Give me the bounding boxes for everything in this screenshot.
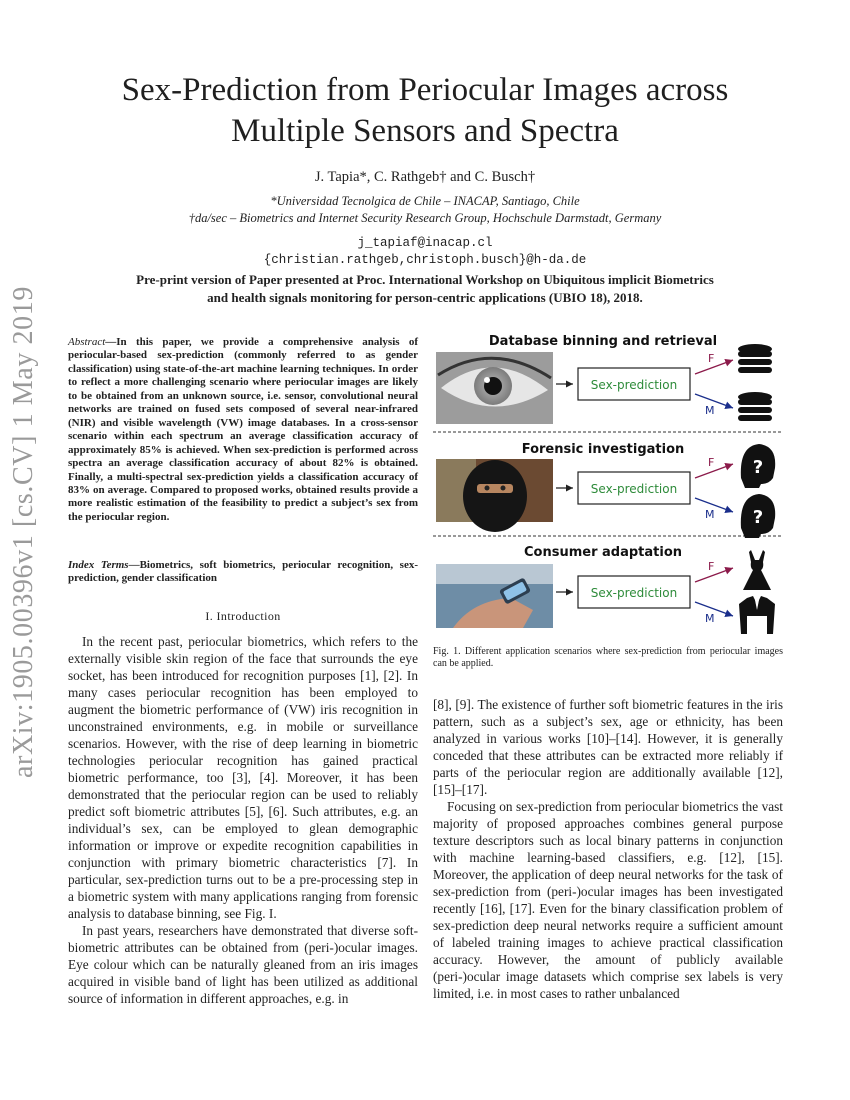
f-label-2: F (708, 456, 715, 469)
abstract-text: —In this paper, we provide a comprehensive analysis of periocular-based sex-prediction (commonly referred to as gender classification) using state-of-the-art machine learning techniques. In order to reflect a more challenging scenario where periocular images are likely to be obtained from an unknown source, i.e. sensor, convolutional neural networks are trained on fused sets composed of several near-infrared (NIR) and visible wavelength (VW) image databases. In a cross-sensor scenario within each spectrum an average classification accuracy of approximately 85% is achieved. When sex-prediction is performed across spectra an average classification accuracy of about 82% is obtained. Finally, a multi-spectral sex-prediction yields a classification accuracy of 83% on average. Compared to proposed works, obtained results provide a more realistic estimation of the feasibility to predict a subject’s sex from the periocular region. (68, 336, 418, 523)
sex-prediction-box-1 (578, 368, 690, 400)
database-icon-male (738, 392, 772, 421)
index-terms-text: —Biometrics, soft biometrics, periocular recognition, sex-prediction, gender classification (68, 559, 418, 585)
right-paragraph-2: Focusing on sex-prediction from periocular biometrics the vast majority of proposed approaches combines general purpose texture descriptors such as local binary patterns in conjunction with machine learning-based classifiers, e.g. [12], [15]. Moreover, the application of deep neural networks for the task of sex-prediction from (peri-)ocular images has been investigated recently [16], [17]. Even for the binary classification problem of sex-prediction deep neural networks require a sufficient amount of labeled training images to achieve practical classification accuracy. However, the amount of publicly available (peri-)ocular image datasets which comprise sex labels is very limited, i.e. in most cases to rather unbalanced (433, 799, 783, 1001)
index-terms-label: Index Terms (68, 559, 129, 571)
suit-icon (739, 596, 775, 634)
email-2: {christian.rathgeb,christoph.busch}@h-da.de (263, 253, 587, 267)
left-column (68, 633, 418, 1007)
box-label-2: Sex-prediction (590, 482, 678, 496)
abstract (68, 336, 418, 524)
affiliation-1: *Universidad Tecnolgica de Chile – INACAP, Santiago, Chile (270, 194, 580, 208)
dress-icon (743, 550, 771, 590)
row1-title: Database binning and retrieval (488, 334, 718, 349)
box-label-1: Sex-prediction (590, 378, 678, 392)
m-label-2: M (705, 508, 715, 521)
row3-title: Consumer adaptation (523, 545, 683, 560)
database-icon-female (738, 344, 772, 373)
affiliation-2: †da/sec – Biometrics and Internet Security Research Group, Hochschule Darmstadt, Germany (188, 211, 662, 225)
preprint-line-1: Pre-print version of Paper presented at Proc. International Workshop on Ubiquitous implicit Biometrics (136, 272, 714, 287)
index-terms (68, 559, 418, 586)
title-line-2: Multiple Sensors and Spectra (231, 113, 619, 149)
arxiv-sidebar-stamp: arXiv:1905.00396v1 [cs.CV] 1 May 2019 (8, 286, 39, 778)
question-mark-1: ? (752, 457, 764, 478)
eye-image (436, 352, 553, 424)
sex-prediction-box-3 (578, 576, 690, 608)
authors: J. Tapia*, C. Rathgeb† and C. Busch† (314, 169, 536, 185)
figure-1 (433, 328, 783, 636)
preprint-line-2: and health signals monitoring for person-centric applications (UBIO 18), 2018. (207, 290, 643, 305)
m-label-1: M (705, 404, 715, 417)
output-arrows (695, 360, 733, 616)
preprint-notice (90, 271, 760, 307)
masked-person-image (436, 459, 553, 532)
head-question-icon-male (741, 494, 775, 538)
question-mark-2: ? (752, 507, 764, 528)
row2-title: Forensic investigation (521, 442, 685, 457)
right-paragraph-1: [8], [9]. The existence of further soft biometric features in the iris pattern, such as a subject’s sex, age or ethnicity, has been analyzed in various works [10]–[14]. However, it is generally conceded that these attributes can be extracted more reliably if parts of the periocular region are additionally available [12], [15]–[17]. (433, 697, 783, 797)
intro-paragraph-2: In past years, researchers have demonstrated that diverse soft-biometric attributes can be obtained from (peri-)ocular images. Eye colour which can be naturally gleaned from an iris images acquired in visible band of light has been utilized as additional source of information in different approaches, e.g. in (68, 923, 418, 1006)
phone-hand-image (436, 564, 553, 628)
figure-caption: Fig. 1. Different application scenarios where sex-prediction from periocular images can be applied. (433, 646, 783, 669)
m-label-3: M (705, 612, 715, 625)
head-question-icon-female (741, 444, 775, 488)
f-label-3: F (708, 560, 715, 573)
intro-paragraph-1: In the recent past, periocular biometrics, which refers to the externally visible skin region of the face that surrounds the eye socket, has been introduced for recognition purposes [1], [2]. In many cases periocular recognition has been employed to augment the biometric performance of (VW) iris recognition in unconstrained environments, e.g. in mobile or surveillance scenarios. However, with the rise of deep learning in biometric technologies periocular recognition has gained practical biometric performance, too [3], [4]. Moreover, it has been demonstrated that the periocular region can be used to reliably predict soft biometric attributes [5], [6]. Such attributes, e.g. an individual’s sex, can be employed to glean demographic information or improve or expedite recognition capabilities in conjunction with primary biometric characteristics [7]. In particular, sex-prediction turns out to be a pre-processing step in a biometric system with many applications ranging from forensic analysis to database binning, see Fig. I. (68, 634, 418, 921)
paper-title (0, 70, 850, 152)
abstract-label: Abstract (68, 336, 106, 348)
box-label-3: Sex-prediction (590, 586, 678, 600)
email-1: j_tapiaf@inacap.cl (357, 236, 493, 250)
sex-prediction-box-2 (578, 472, 690, 504)
title-line-1: Sex-Prediction from Periocular Images across (121, 72, 729, 108)
f-label-1: F (708, 352, 715, 365)
section-heading: I. Introduction (205, 609, 281, 623)
right-column (433, 696, 783, 1002)
